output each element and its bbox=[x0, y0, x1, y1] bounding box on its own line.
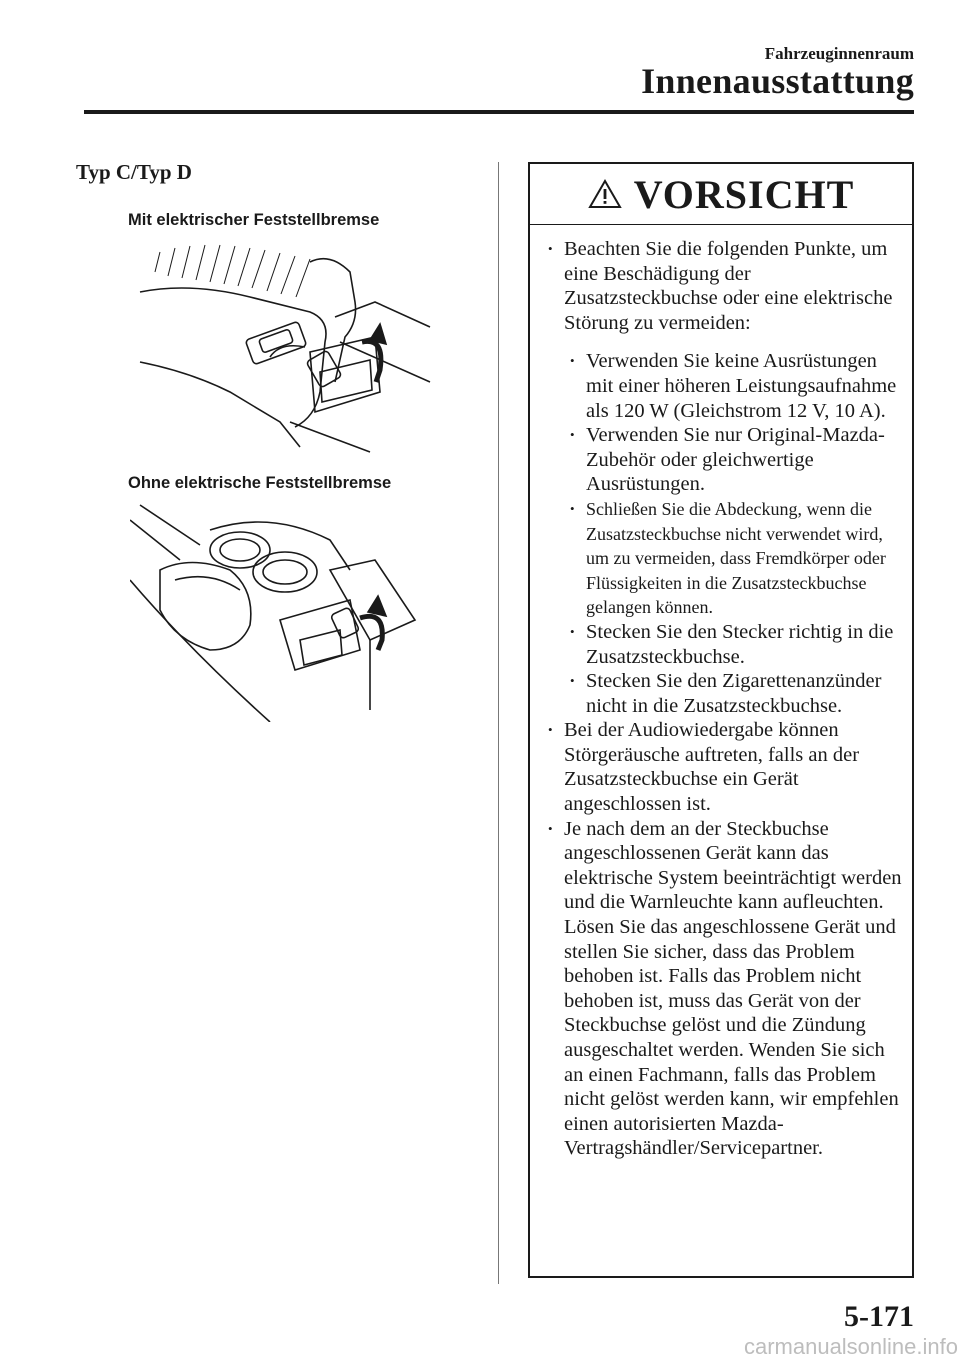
header-rule bbox=[84, 110, 914, 114]
caution-body bbox=[530, 225, 912, 1161]
caution-box bbox=[528, 162, 914, 1278]
caution-subitem: • Verwenden Sie keine Ausrüstungen mit einer höheren Leistungsaufnahme als 120 W (Gleichstrom 12 V, 10 A). bbox=[552, 349, 904, 423]
caption-with-parking-brake: Mit elektrischer Feststellbremse bbox=[128, 211, 380, 229]
caution-item: • Beachten Sie die folgenden Punkte, um eine Beschädigung der Zusatzsteckbuchse oder eine elektrische Störung zu vermeiden: bbox=[552, 237, 904, 335]
page-number: 5-171 bbox=[844, 1300, 914, 1333]
caution-item: • Bei der Audiowiedergabe können Störgeräusche auftreten, falls an der Zusatzsteckbuchse ein Gerät angeschlossen ist. bbox=[552, 718, 904, 816]
watermark: carmanualsonline.info bbox=[743, 1334, 958, 1359]
section-heading: Typ C/Typ D bbox=[76, 160, 192, 184]
caution-title: VORSICHT bbox=[633, 171, 855, 217]
column-divider bbox=[498, 162, 499, 1284]
caution-header bbox=[530, 164, 912, 225]
warning-triangle-icon bbox=[588, 179, 622, 209]
caution-subitem: • Verwenden Sie nur Original-Mazda-Zubehör oder gleichwertige Ausrüstungen. bbox=[552, 423, 904, 497]
caption-without-parking-brake: Ohne elektrische Feststellbremse bbox=[128, 474, 392, 492]
console-illustration-manual-brake bbox=[130, 500, 430, 722]
console-illustration-electric-brake bbox=[130, 242, 440, 454]
caution-item: • Je nach dem an der Steckbuchse angeschlossenen Gerät kann das elektrische System beeinträchtigt werden und die Warnleuchte kann aufleuchten. Lösen Sie das angeschlossene Gerät und stellen Sie sicher, dass das Problem behoben ist. Falls das Problem nicht behoben ist, muss das Gerät von der Steckbuchse gelöst und die Zündung ausgeschaltet werden. Wenden Sie sich an einen Fachmann, falls das Problem nicht gelöst werden kann, wir empfehlen einen autorisierten Mazda-Vertragshändler/Servicepartner. bbox=[552, 817, 904, 1161]
caution-subitem: • Stecken Sie den Zigarettenanzünder nicht in die Zusatzsteckbuchse. bbox=[552, 669, 904, 718]
page-title: Innenausstattung bbox=[641, 61, 914, 101]
header-section: Fahrzeuginnenraum bbox=[764, 44, 914, 63]
caution-subitem: • Stecken Sie den Stecker richtig in die Zusatzsteckbuchse. bbox=[552, 620, 904, 669]
caution-subitem: • Schließen Sie die Abdeckung, wenn die Zusatzsteckbuchse nicht verwendet wird, um zu vermeiden, dass Fremdkörper oder Flüssigkeiten in die Zusatzsteckbuchse gelangen können. bbox=[552, 497, 904, 620]
